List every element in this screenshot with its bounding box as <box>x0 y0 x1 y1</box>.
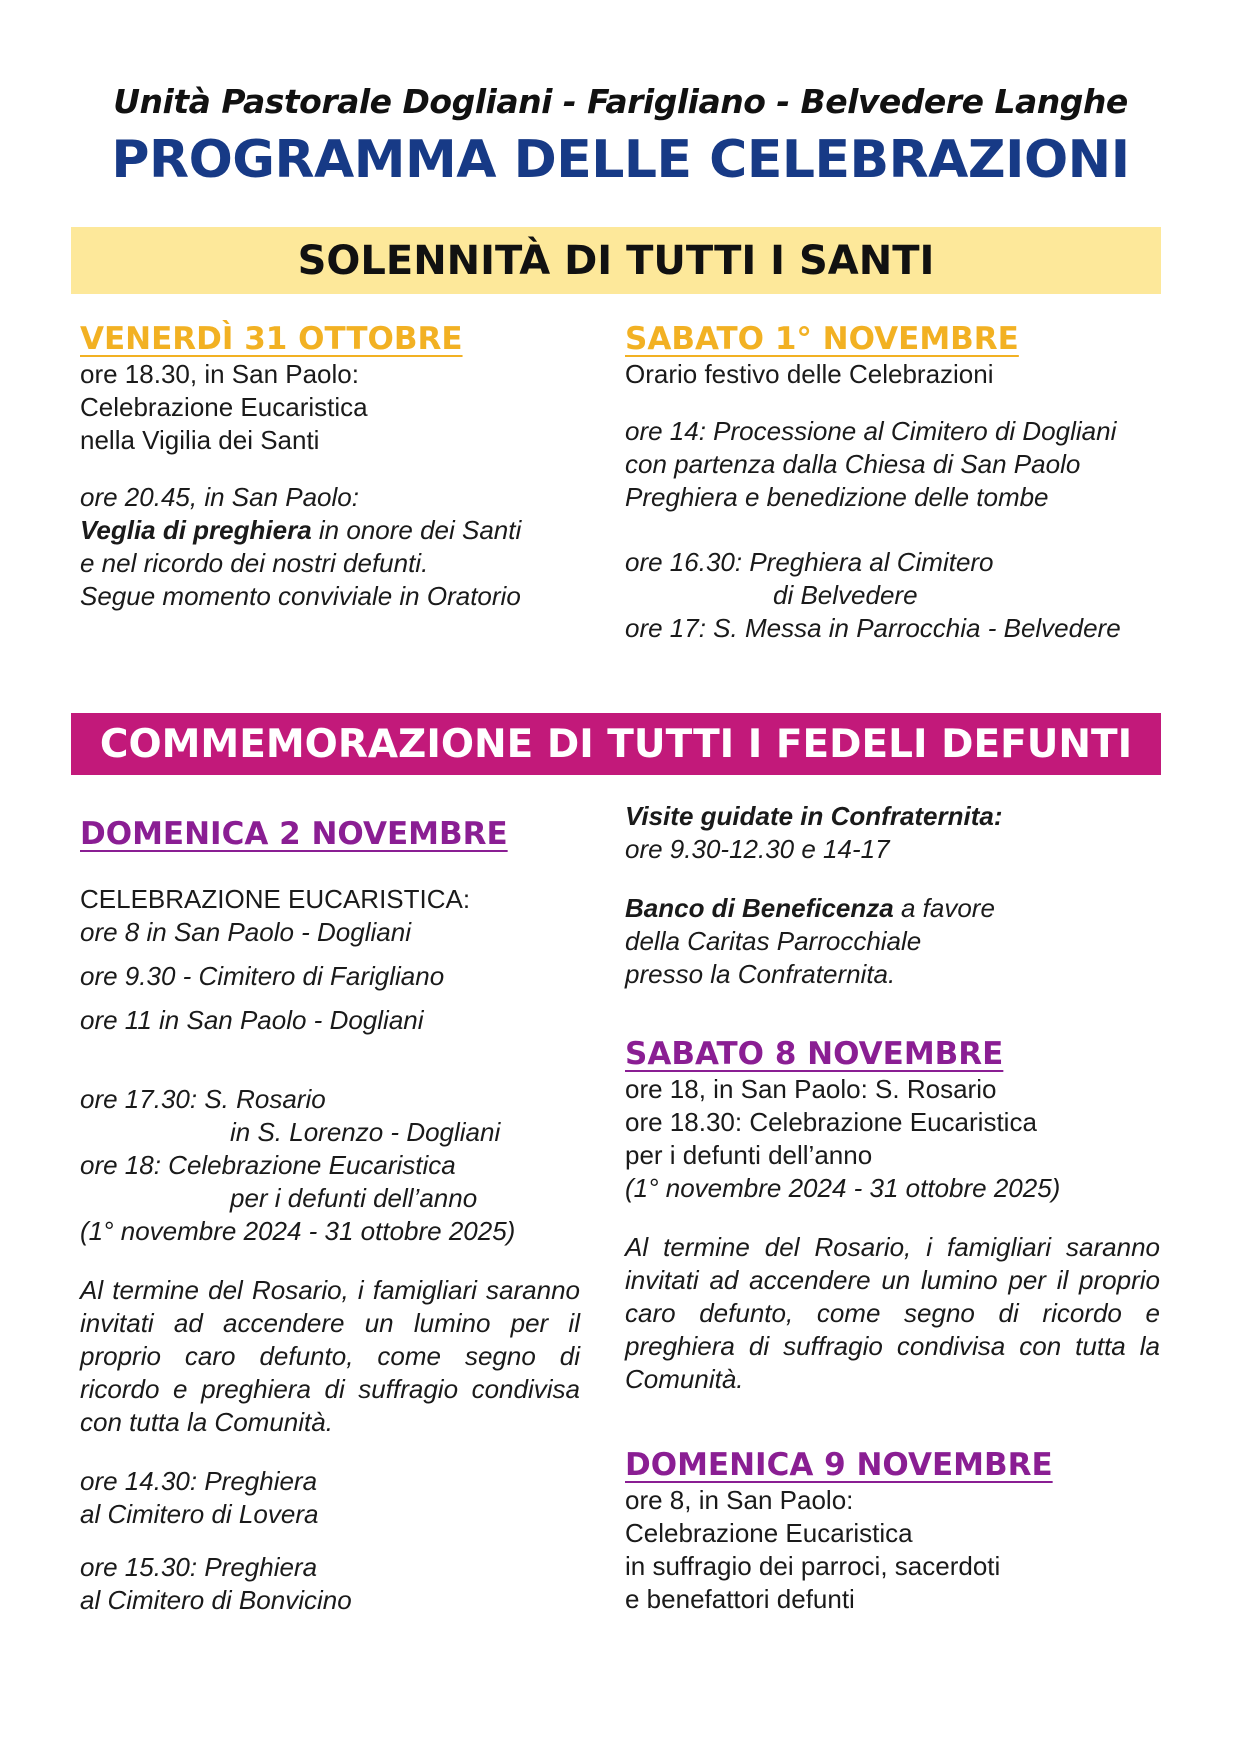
day-heading: DOMENICA 2 NOVEMBRE <box>80 816 508 852</box>
text-line: per i defunti dell’anno <box>625 1140 873 1170</box>
text-span: in onore dei Santi <box>311 515 522 545</box>
text-line: (1° novembre 2024 - 31 ottobre 2025) <box>625 1173 1061 1203</box>
text-line: ore 17.30: S. Rosario <box>80 1084 326 1114</box>
text-line: Celebrazione Eucaristica <box>80 392 368 422</box>
text-line: ore 20.45, in San Paolo: <box>80 482 359 512</box>
page-title: PROGRAMMA DELLE CELEBRAZIONI <box>111 130 1130 190</box>
text-line: Celebrazione Eucaristica <box>625 1518 913 1548</box>
text-line: ore 16.30: Preghiera al Cimitero <box>625 547 994 577</box>
all-saints-left-column <box>80 320 600 613</box>
text-line: e benefattori defunti <box>625 1584 855 1614</box>
paragraph: Al termine del Rosario, i famigliari saranno invitati ad accendere un lumino per il proprio caro defunto, come segno di ricordo e preghiera di suffragio condivisa con tutta la Comunità. <box>80 1275 580 1437</box>
day-heading: SABATO 1° NOVEMBRE <box>625 321 1019 357</box>
text-line: (1° novembre 2024 - 31 ottobre 2025) <box>80 1216 516 1246</box>
text-line: ore 14.30: Preghiera <box>80 1466 318 1496</box>
parish-unit-subtitle: Unità Pastorale Dogliani - Farigliano - Belvedere Langhe <box>113 82 1128 121</box>
text-line: al Cimitero di Bonvicino <box>80 1585 352 1615</box>
all-souls-right-column <box>625 800 1160 1616</box>
text-line: ore 15.30: Preghiera <box>80 1552 318 1582</box>
text-line: in suffragio dei parroci, sacerdoti <box>625 1551 1001 1581</box>
text-line: al Cimitero di Lovera <box>80 1499 319 1529</box>
section-banner-all-souls <box>71 713 1161 775</box>
text-line: ore 18.30: Celebrazione Eucaristica <box>625 1107 1037 1137</box>
text-line: ore 9.30-12.30 e 14-17 <box>625 834 890 864</box>
text-line: presso la Confraternita. <box>625 959 896 989</box>
all-saints-right-column <box>625 320 1170 645</box>
text-line: Orario festivo delle Celebrazioni <box>625 359 994 389</box>
day-heading: DOMENICA 9 NOVEMBRE <box>625 1447 1053 1483</box>
text-line: ore 9.30 - Cimitero di Farigliano <box>80 961 445 991</box>
text-line <box>625 892 1160 925</box>
day-heading: SABATO 8 NOVEMBRE <box>625 1036 1004 1072</box>
text-line: in S. Lorenzo - Dogliani <box>230 1117 501 1147</box>
text-line: Visite guidate in Confraternita: <box>625 801 1003 831</box>
text-line: ore 18, in San Paolo: S. Rosario <box>625 1074 997 1104</box>
text-line: e nel ricordo dei nostri defunti. <box>80 548 429 578</box>
section-banner-all-saints <box>71 227 1161 294</box>
all-souls-left-column <box>80 815 580 1617</box>
emphasis: Veglia di preghiera <box>80 515 312 545</box>
banner-text: SOLENNITÀ DI TUTTI I SANTI <box>297 237 935 284</box>
emphasis: Banco di Beneficenza <box>625 893 894 923</box>
text-line: ore 8, in San Paolo: <box>625 1485 854 1515</box>
text-line: ore 18.30, in San Paolo: <box>80 359 359 389</box>
banner-text: COMMEMORAZIONE DI TUTTI I FEDELI DEFUNTI <box>99 721 1133 767</box>
text-line: ore 18: Celebrazione Eucaristica <box>80 1150 456 1180</box>
text-line: di Belvedere <box>773 580 918 610</box>
text-line: con partenza dalla Chiesa di San Paolo <box>625 449 1081 479</box>
text-line: ore 14: Processione al Cimitero di Dogliani <box>625 416 1117 446</box>
text-line <box>80 514 600 547</box>
text-line: ore 11 in San Paolo - Dogliani <box>80 1005 424 1035</box>
text-line: Segue momento conviviale in Oratorio <box>80 581 521 611</box>
text-line: ore 8 in San Paolo - Dogliani <box>80 917 411 947</box>
text-line: ore 17: S. Messa in Parrocchia - Belvedere <box>625 613 1121 643</box>
paragraph: Al termine del Rosario, i famigliari saranno invitati ad accendere un lumino per il proprio caro defunto, come segno di ricordo e preghiera di suffragio condivisa con tutta la Comunità. <box>625 1232 1160 1394</box>
text-line: CELEBRAZIONE EUCARISTICA: <box>80 884 471 914</box>
text-line: Preghiera e benedizione delle tombe <box>625 482 1049 512</box>
text-line: per i defunti dell’anno <box>230 1183 478 1213</box>
text-span: a favore <box>893 893 995 923</box>
text-line: della Caritas Parrocchiale <box>625 926 922 956</box>
day-heading: VENERDÌ 31 OTTOBRE <box>80 321 463 357</box>
text-line: nella Vigilia dei Santi <box>80 425 320 455</box>
